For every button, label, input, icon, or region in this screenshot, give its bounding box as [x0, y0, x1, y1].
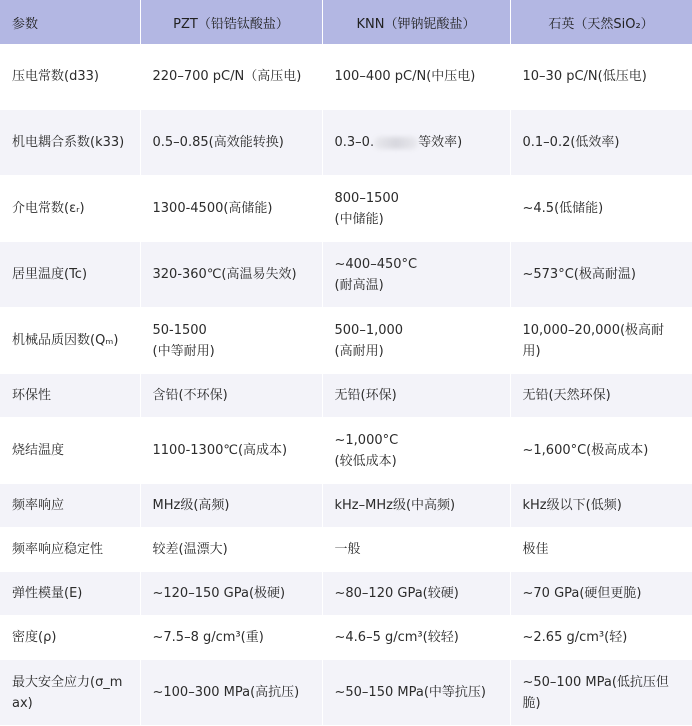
- knn-k33-suffix: 等效率): [418, 135, 463, 150]
- quartz-cell: ~4.5(低储能): [510, 176, 692, 242]
- knn-cell: ~1,000°C (较低成本): [322, 418, 510, 484]
- table-row: [0, 572, 692, 616]
- param-cell: 烧结温度: [0, 418, 140, 484]
- knn-cell: 100–400 pC/N(中压电): [322, 44, 510, 110]
- pzt-cell: 较差(温漂大): [140, 528, 322, 572]
- header-knn: KNN（钾钠铌酸盐）: [322, 0, 510, 44]
- pzt-cell: 含铅(不环保): [140, 374, 322, 418]
- table-row: [0, 242, 692, 308]
- knn-k33-prefix: 0.3–0.: [334, 135, 375, 150]
- param-cell: 机械品质因数(Qₘ): [0, 308, 140, 374]
- table-row: [0, 616, 692, 660]
- table-row: [0, 374, 692, 418]
- pzt-cell: ~7.5–8 g/cm³(重): [140, 616, 322, 660]
- quartz-cell: ~70 GPa(硬但更脆): [510, 572, 692, 616]
- quartz-cell: ~1,600°C(极高成本): [510, 418, 692, 484]
- knn-cell: 800–1500 (中储能): [322, 176, 510, 242]
- pzt-cell: 1100-1300℃(高成本): [140, 418, 322, 484]
- pzt-cell: 1300-4500(高储能): [140, 176, 322, 242]
- quartz-cell: 10,000–20,000(极高耐用): [510, 308, 692, 374]
- param-cell: 机电耦合系数(k33): [0, 110, 140, 176]
- pzt-cell: 0.5–0.85(高效能转换): [140, 110, 322, 176]
- knn-cell: ~400–450°C (耐高温): [322, 242, 510, 308]
- header-pzt: PZT（铅锆钛酸盐）: [140, 0, 322, 44]
- table-row: [0, 528, 692, 572]
- param-cell: 最大安全应力(σ_max): [0, 660, 140, 726]
- table-row: [0, 418, 692, 484]
- table-row: [0, 110, 692, 176]
- knn-cell: 500–1,000 (高耐用): [322, 308, 510, 374]
- knn-cell: ~4.6–5 g/cm³(较轻): [322, 616, 510, 660]
- header-quartz: 石英（天然SiO₂）: [510, 0, 692, 44]
- knn-cell: [322, 110, 510, 176]
- knn-cell: 无铅(环保): [322, 374, 510, 418]
- blurred-region: [374, 137, 418, 149]
- knn-cell: 一般: [322, 528, 510, 572]
- knn-cell: ~50–150 MPa(中等抗压): [322, 660, 510, 726]
- param-cell: 居里温度(Tc): [0, 242, 140, 308]
- param-cell: 密度(ρ): [0, 616, 140, 660]
- quartz-cell: 0.1–0.2(低效率): [510, 110, 692, 176]
- table-row: [0, 176, 692, 242]
- table-row: [0, 44, 692, 110]
- pzt-cell: 220–700 pC/N（高压电): [140, 44, 322, 110]
- quartz-cell: ~2.65 g/cm³(轻): [510, 616, 692, 660]
- quartz-cell: ~50–100 MPa(低抗压但脆): [510, 660, 692, 726]
- table-row: [0, 484, 692, 528]
- param-cell: 弹性模量(E): [0, 572, 140, 616]
- pzt-cell: ~120–150 GPa(极硬): [140, 572, 322, 616]
- pzt-cell: ~100–300 MPa(高抗压): [140, 660, 322, 726]
- param-cell: 介电常数(εᵣ): [0, 176, 140, 242]
- table-row: [0, 308, 692, 374]
- param-cell: 频率响应: [0, 484, 140, 528]
- param-cell: 频率响应稳定性: [0, 528, 140, 572]
- param-cell: 环保性: [0, 374, 140, 418]
- pzt-cell: 50-1500 (中等耐用): [140, 308, 322, 374]
- quartz-cell: ~573°C(极高耐温): [510, 242, 692, 308]
- quartz-cell: kHz级以下(低频): [510, 484, 692, 528]
- quartz-cell: 无铅(天然环保): [510, 374, 692, 418]
- table-row: [0, 660, 692, 726]
- knn-cell: kHz–MHz级(中高频): [322, 484, 510, 528]
- pzt-cell: MHz级(高频): [140, 484, 322, 528]
- quartz-cell: 10–30 pC/N(低压电): [510, 44, 692, 110]
- knn-cell: ~80–120 GPa(较硬): [322, 572, 510, 616]
- quartz-cell: 极佳: [510, 528, 692, 572]
- header-row: [0, 0, 692, 44]
- pzt-cell: 320-360℃(高温易失效): [140, 242, 322, 308]
- param-cell: 压电常数(d33): [0, 44, 140, 110]
- header-param: 参数: [0, 0, 140, 44]
